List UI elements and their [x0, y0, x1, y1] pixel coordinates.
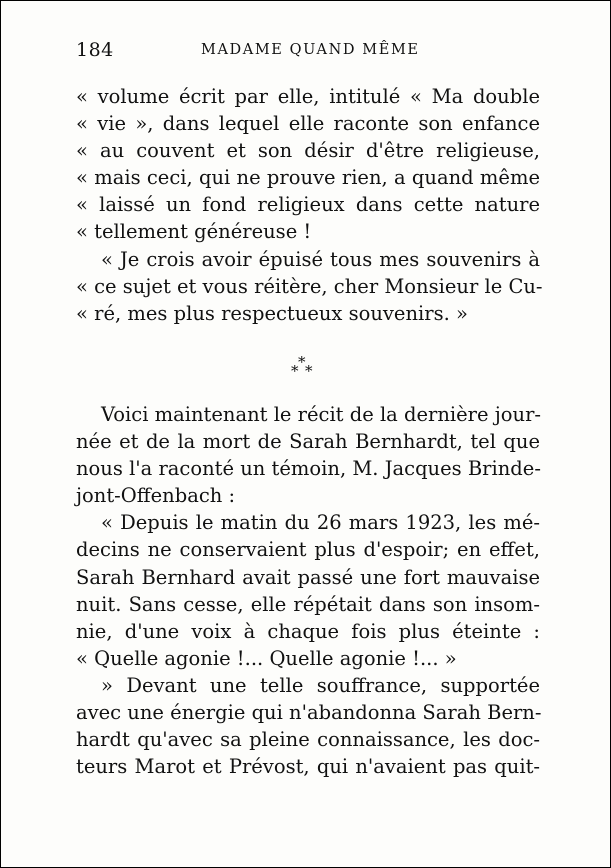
text-line: « au couvent et son désir d'être religieuse, — [76, 139, 540, 163]
text-line: « Je crois avoir épuisé tous mes souvenirs à — [101, 247, 540, 271]
asterism-separator: * * * — [291, 353, 313, 380]
text-line: « Depuis le matin du 26 mars 1923, les mé- — [101, 511, 540, 535]
text-line: « tellement généreuse ! — [76, 220, 312, 244]
text-line: « ré, mes plus respectueux souvenirs. » — [76, 301, 468, 325]
text-line: teurs Marot et Prévost, qui n'avaient pas quit- — [76, 755, 540, 779]
text-line: jont-Offenbach : — [76, 484, 236, 508]
text-line: « ce sujet et vous réitère, cher Monsieur le Cu- — [76, 274, 543, 298]
narrative-paragraphs — [76, 401, 540, 780]
running-title: MADAME QUAND MÊME — [201, 42, 420, 58]
text-line: « mais ceci, qui ne prouve rien, a quand même — [76, 166, 540, 190]
text-line: » Devant une telle souffrance, supportée — [101, 673, 540, 697]
text-line: « vie », dans lequel elle raconte son enfance — [76, 112, 540, 136]
text-line: hardt qu'avec sa pleine connaissance, les doc- — [76, 728, 540, 752]
text-line: avec une énergie qui n'abandonna Sarah Bern- — [76, 701, 542, 725]
text-line: Sarah Bernhard avait passé une fort mauvaise — [76, 565, 540, 589]
page-number: 184 — [76, 39, 114, 61]
text-line: Voici maintenant le récit de la dernière jour- — [101, 403, 541, 426]
text-line: decins ne conservaient plus d'espoir; en effet, — [76, 538, 540, 562]
text-line: nuit. Sans cesse, elle répétait dans son insom- — [76, 592, 540, 616]
text-line: « volume écrit par elle, intitulé « Ma double — [76, 85, 540, 108]
text-line: « Quelle agonie !... Quelle agonie !... » — [76, 646, 457, 670]
text-line: nie, d'une voix à chaque fois plus éteinte : — [76, 619, 540, 643]
page-header — [76, 39, 535, 65]
letter-excerpt — [76, 83, 543, 327]
text-line: nous l'a raconté un témoin, M. Jacques Brinde- — [76, 457, 541, 481]
text-line: née et de la mort de Sarah Bernhardt, tel que — [76, 430, 540, 454]
text-line: « laissé un fond religieux dans cette nature — [76, 193, 540, 217]
